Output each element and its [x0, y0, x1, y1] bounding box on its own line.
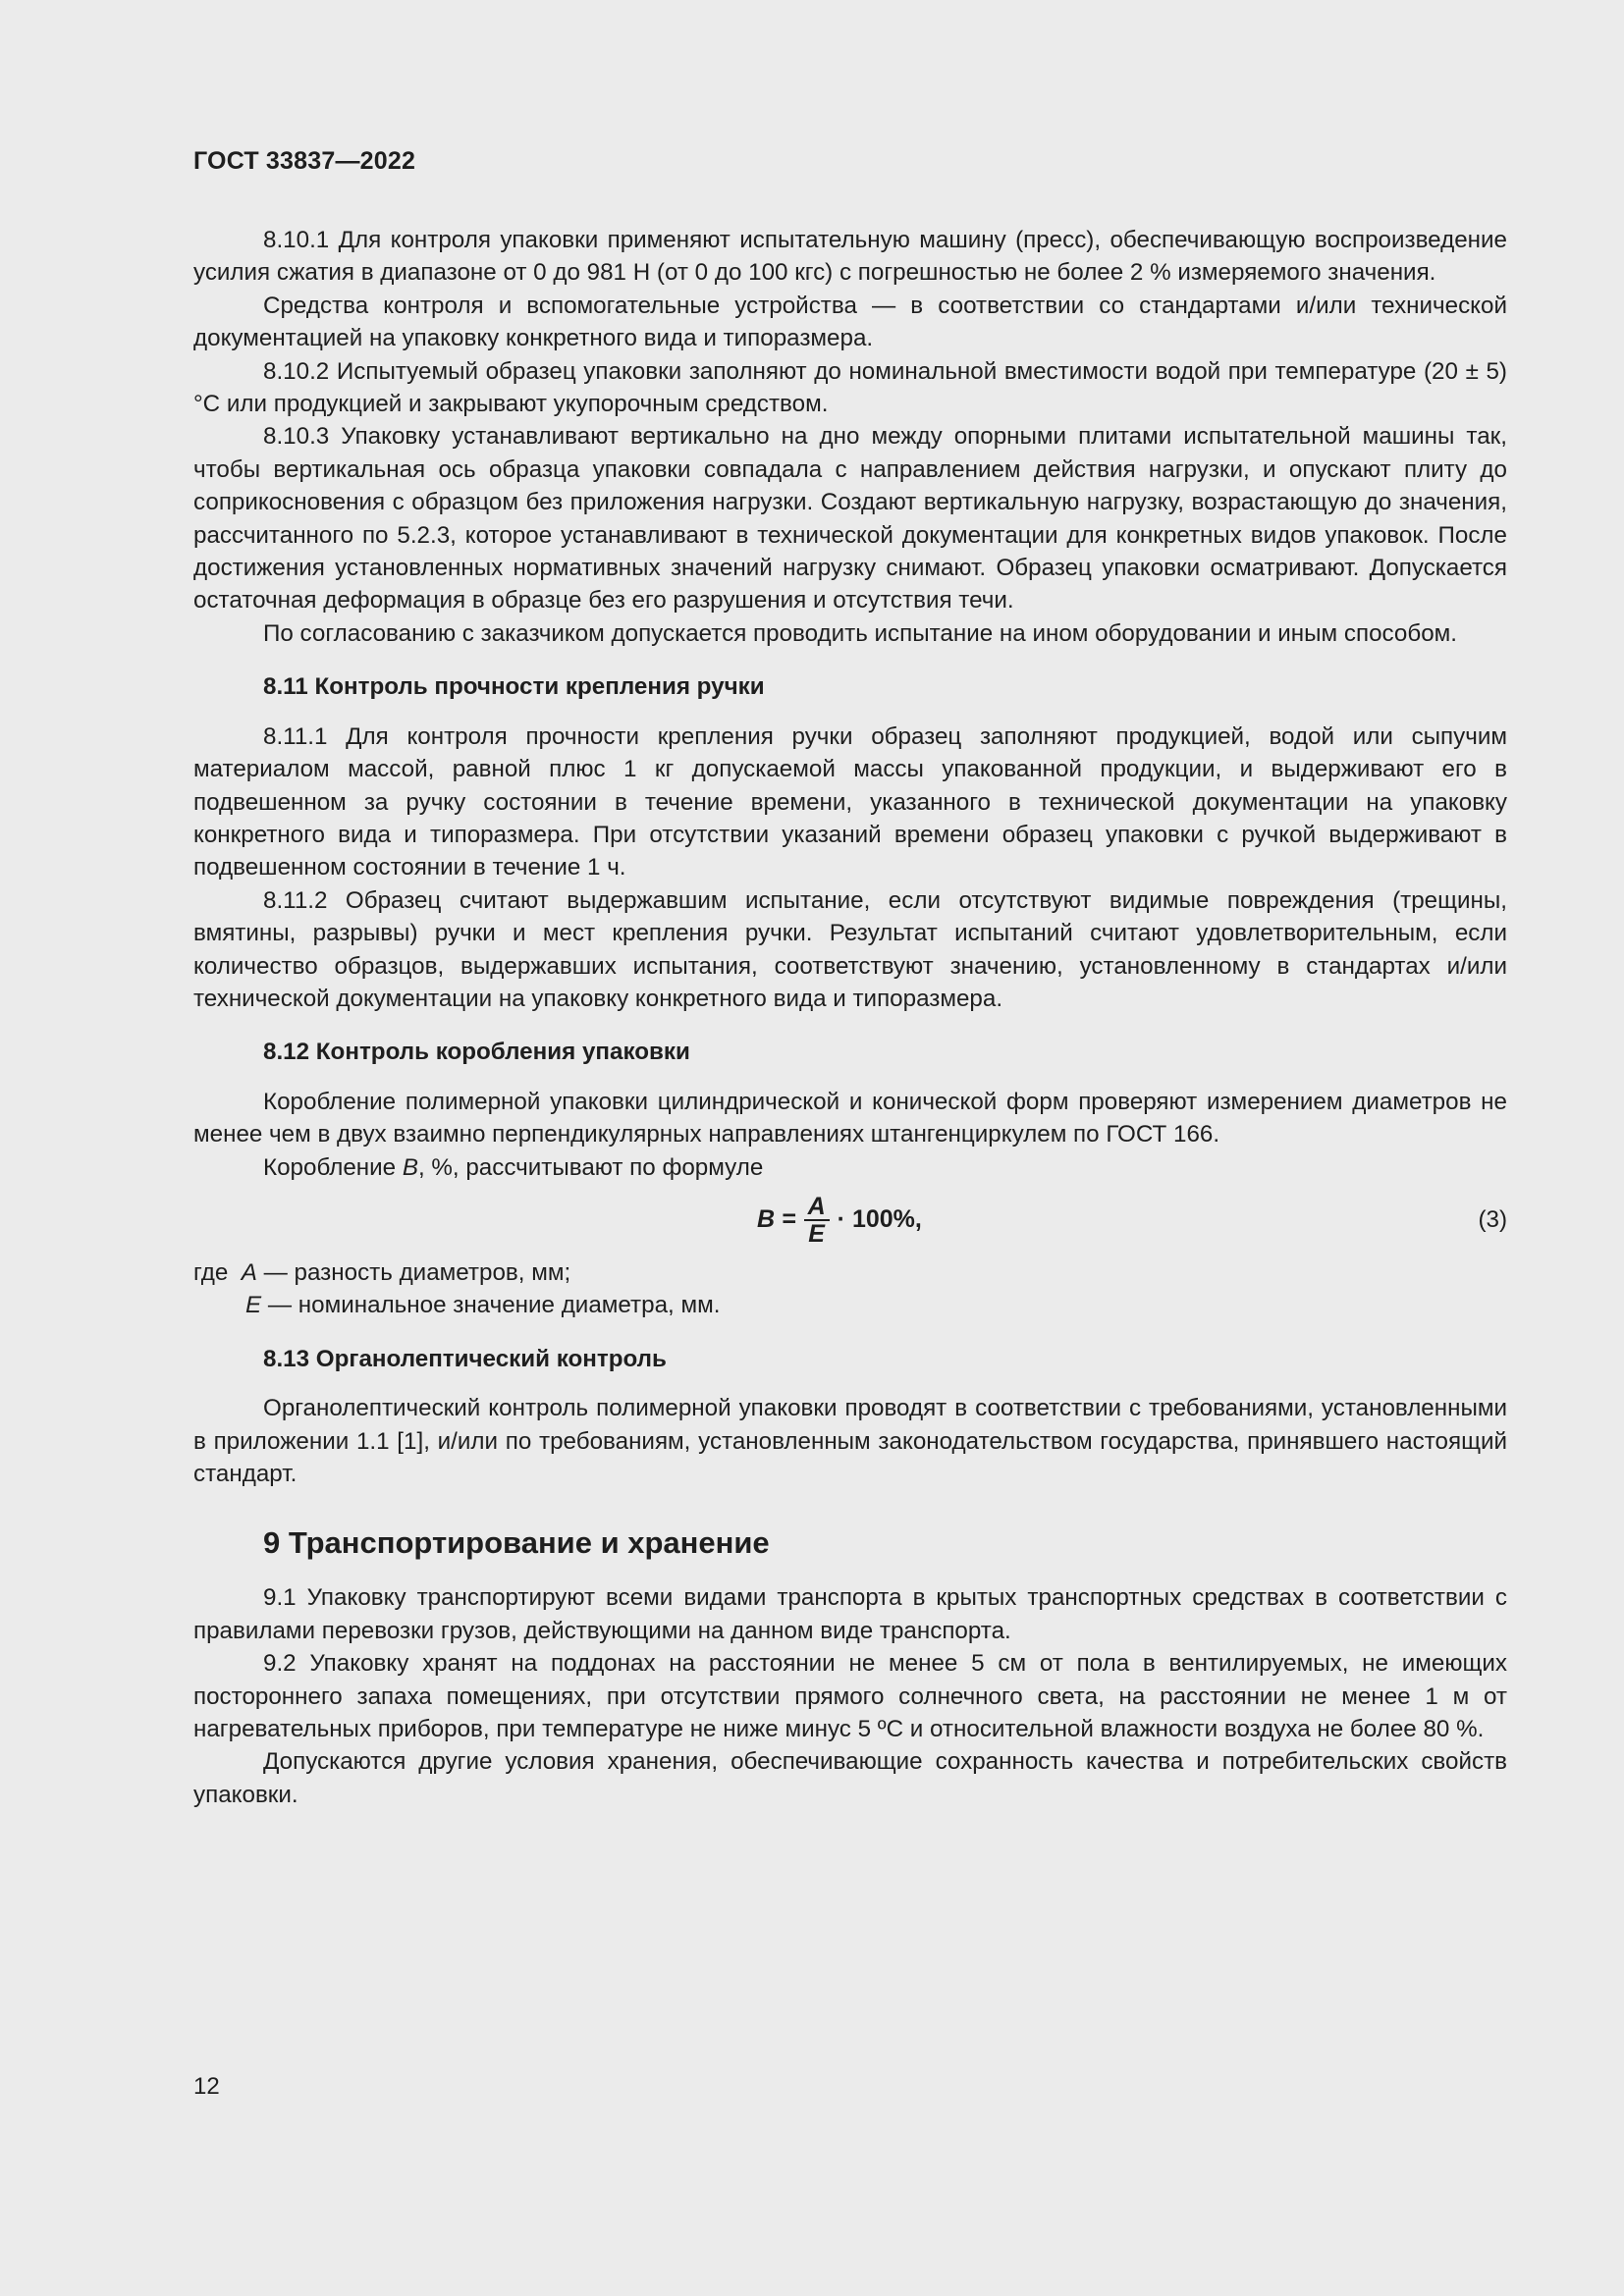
paragraph-8-12-b: [193, 1151, 1507, 1184]
heading-section-9: 9 Транспортирование и хранение: [263, 1525, 770, 1561]
text-fragment: Коробление: [263, 1153, 403, 1181]
paragraph-8-12-a: Коробление полимерной упаковки цилиндрической и конической форм проверяют измерением диаметров не менее чем в двух взаимно перпендикулярных направлениях штангенциркулем по ГОСТ 166.: [193, 1088, 1507, 1148]
legend-var-e: Е: [245, 1292, 262, 1319]
formula-denominator: E: [808, 1219, 825, 1248]
paragraph-8-13: Органолептический контроль полимерной упаковки проводят в соответствии с требованиями, установленными в приложении 1.1 [1], и/или по требованиям, установленным законодательством государства, принявшего настоящий стандарт.: [193, 1395, 1507, 1487]
paragraph-other-conditions: Допускаются другие условия хранения, обеспечивающие сохранность качества и потребительских свойств упаковки.: [193, 1748, 1507, 1808]
legend-lead: где: [193, 1258, 229, 1286]
paragraph-9-1: 9.1 Упаковку транспортируют всеми видами транспорта в крытых транспортных средствах в соответствии с правилами перевозки грузов, действующими на данном виде транспорта.: [193, 1584, 1507, 1644]
legend-text-a: — разность диаметров, мм;: [263, 1258, 571, 1286]
paragraph-8-10-1: 8.10.1 Для контроля упаковки применяют испытательную машину (пресс), обеспечивающую воспроизведение усилия сжатия в диапазоне от 0 до 981 Н (от 0 до 100 кгс) с погрешностью не более 2 % измеряемого значения.: [193, 227, 1507, 287]
heading-8-13: 8.13 Органолептический контроль: [263, 1345, 667, 1372]
formula-3: [193, 1190, 1507, 1256]
paragraph-8-10-2: 8.10.2 Испытуемый образец упаковки заполняют до номинальной вместимости водой при температуре (20 ± 5) °С или продукцией и закрывают укупорочным средством.: [193, 357, 1507, 418]
legend-row-e: [193, 1289, 1507, 1321]
paragraph-agreement: По согласованию с заказчиком допускается проводить испытание на ином оборудовании и иным способом.: [263, 619, 1457, 647]
paragraph-9-2: 9.2 Упаковку хранят на поддонах на расстоянии не менее 5 см от пола в вентилируемых, не имеющих постороннего запаха помещениях, при отсутствии прямого солнечного света, на расстоянии не менее 1 м от нагревательных приборов, при температуре не ниже минус 5 ºС и относительной влажности воздуха не более 80 %.: [193, 1650, 1507, 1743]
legend-text-e: — номинальное значение диаметра, мм.: [267, 1292, 721, 1319]
paragraph-8-10-3: 8.10.3 Упаковку устанавливают вертикально на дно между опорными плитами испытательной машины так, чтобы вертикальная ось образца упаковки совпадала с направлением действия нагрузки, и опускают плиту до соприкосновения с образцом без приложения нагрузки. Создают вертикальную нагрузку, возрастающую до значения, рассчитанного по 5.2.3, которое устанавливают в технической документации для конкретных видов упаковок. После достижения установленных нормативных значений нагрузку снимают. Образец упаковки осматривают. Допускается остаточная деформация в образце без его разрушения и отсутствия течи.: [193, 423, 1507, 614]
heading-8-12: 8.12 Контроль коробления упаковки: [263, 1039, 690, 1066]
legend-var-a: А: [241, 1258, 257, 1286]
formula-number: (3): [1478, 1205, 1507, 1233]
page-number: 12: [193, 2073, 220, 2100]
formula-numerator: A: [804, 1194, 830, 1221]
formula-fraction: [804, 1194, 830, 1247]
text-fragment: , %, рассчитывают по формуле: [417, 1153, 764, 1181]
document-header: ГОСТ 33837—2022: [193, 147, 416, 175]
formula-rhs: · 100%,: [837, 1205, 922, 1234]
variable-b: В: [402, 1153, 418, 1181]
paragraph-8-11-1: 8.11.1 Для контроля прочности крепления ручки образец заполняют продукцией, водой или сыпучим материалом массой, равной плюс 1 кг допускаемой массы упакованной продукции, и выдерживают его в подвешенном за ручку состоянии в течение времени, указанного в технической документации на упаковку конкретного вида и типоразмера. При отсутствии указаний времени образец упаковки с ручкой выдерживают в подвешенном состоянии в течение 1 ч.: [193, 722, 1507, 881]
formula-lhs: B =: [757, 1205, 796, 1234]
document-body: [193, 224, 1507, 1811]
formula-legend: [193, 1256, 1507, 1322]
heading-8-11: 8.11 Контроль прочности крепления ручки: [263, 673, 765, 701]
paragraph-means: Средства контроля и вспомогательные устройства — в соответствии со стандартами и/или технической документацией на упаковку конкретного вида и типоразмера.: [193, 292, 1507, 352]
paragraph-8-11-2: 8.11.2 Образец считают выдержавшим испытание, если отсутствуют видимые повреждения (трещины, вмятины, разрывы) ручки и мест крепления ручки. Результат испытаний считают удовлетворительным, если количество образцов, выдержавших испытания, соответствуют значению, установленному в стандартах и/или технической документации на упаковку конкретного вида и типоразмера.: [193, 886, 1507, 1012]
legend-row-a: [193, 1256, 1507, 1289]
formula-expression: [757, 1192, 922, 1249]
